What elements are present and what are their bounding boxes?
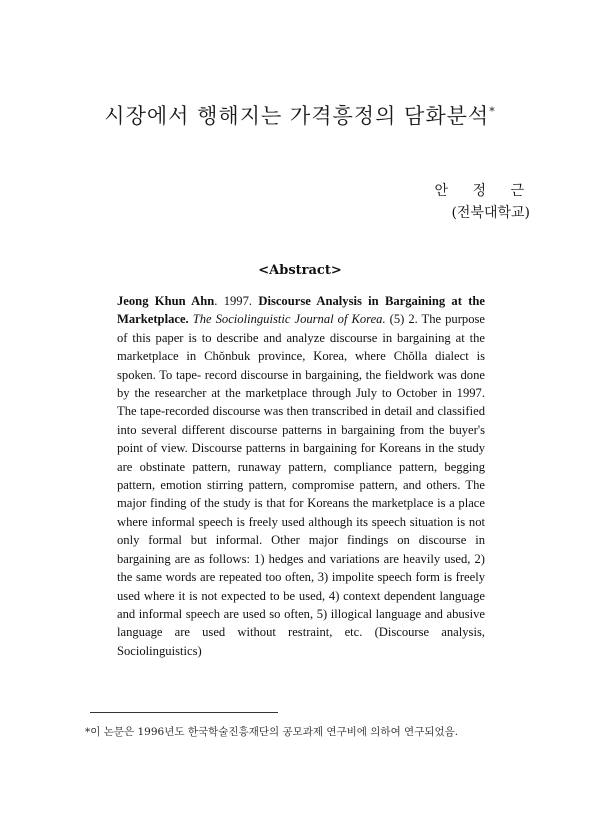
footnote-text: 이 논문은 1996년도 한국학술진흥재단의 공모과제 연구비에 의하여 연구되었음. (90, 726, 459, 738)
abstract-journal: The Sociolinguistic Journal of Korea. (192, 312, 386, 327)
abstract-year: . 1997. (214, 294, 259, 308)
footnote-mark: * (85, 726, 91, 738)
abstract-text: (5) 2. The purpose of this paper is to describe and analyze discourse in bargaining at the marketplace in Chŏnbuk province, Korea, where Chŏlla dialect is spoken. To tape- record discourse in bargaining, the fieldwork was done by the researcher at the marketplace through July to October in 1997. The tape-recorded discourse was then transcribed in detail and classified into several different discourse patterns in bargaining from the buyer's point of view. Discourse patterns in bargaining for Koreans in the study are obstinate pattern, runaway pattern, compliance pattern, begging pattern, emotion stirring pattern, compromise pattern, and others. The major finding of the study is that for Koreans the marketplace is a place where informal speech is freely used although its speech situation is not only formal but informal. Other major findings on discourse in bargaining are as follows: 1) hedges and variations are heavily used, 2) the same words are repeated too often, 3) impolite speech form is freely used where it is not expected to be used, 4) context dependent language and informal speech are used so often, 5) illogical language and abusive language are used without restraint, etc. (Discourse analysis, Sociolinguistics) (117, 312, 485, 658)
abstract-body (117, 292, 485, 660)
abstract-author: Jeong Khun Ahn (117, 294, 215, 308)
footnote (85, 724, 525, 739)
abstract-paper-title: Discourse Analysis in Bargaining at the Marketplace. (117, 294, 485, 327)
author-block (434, 180, 534, 224)
author-affiliation: (전북대학교) (451, 205, 530, 221)
title-footnote-mark: * (489, 105, 496, 118)
abstract-paragraph (117, 292, 485, 660)
paper-title (0, 100, 600, 130)
paper-title-text: 시장에서 행해지는 가격흥정의 담화분석 (104, 104, 490, 128)
author-name: 안 정 근 (434, 183, 534, 199)
footnote-rule (90, 712, 278, 713)
abstract-heading: <Abstract> (258, 263, 342, 278)
